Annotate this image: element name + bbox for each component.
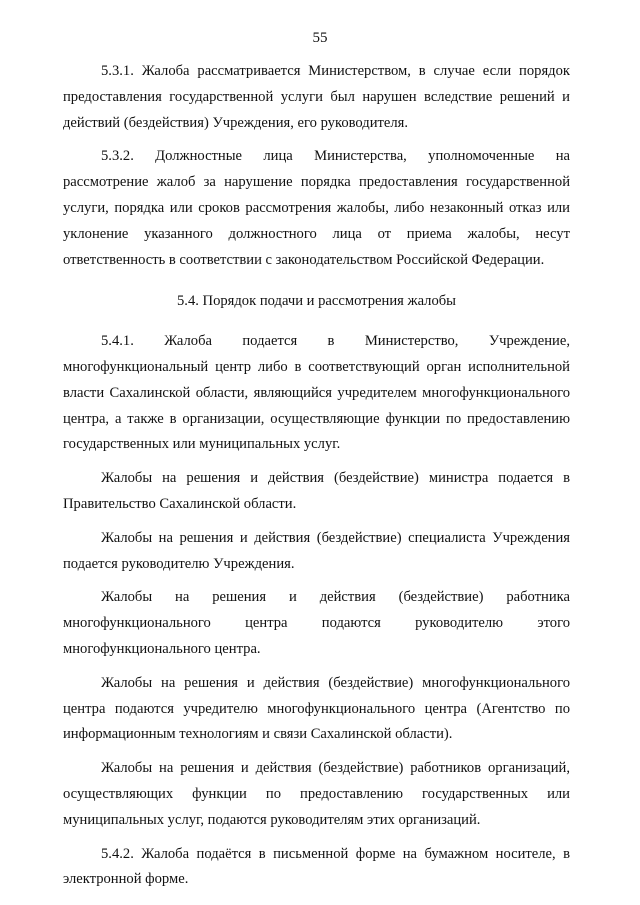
paragraph-complaints-mfc-worker: Жалобы на решения и действия (бездействие) работника многофункционального центра подаются руководителю этого многофункционального центра. (63, 589, 570, 657)
paragraph-5-4-1: 5.4.1. Жалоба подается в Министерство, Учреждение, многофункциональный центр либо в соответствующий орган исполнительной власти Сахалинской области, являющийся учредителем многофункционального центра, а также в организации, осуществляющие функции по предоставлению государственных или муниципальных услуг. (63, 333, 570, 453)
paragraph-complaints-specialist: Жалобы на решения и действия (бездействие) специалиста Учреждения подается руководителю Учреждения. (63, 529, 570, 572)
paragraph-5-3-2: 5.3.2. Должностные лица Министерства, уполномоченные на рассмотрение жалоб за нарушение порядка предоставления государственной услуги, порядка или сроков рассмотрения жалобы, либо незаконный отказ или уклонение указанного должностного лица от приема жалобы, несут ответственность в соответствии с законодательством Российской Федерации. (63, 148, 570, 268)
paragraph-5-3-1: 5.3.1. Жалоба рассматривается Министерством, в случае если порядок предоставления государственной услуги был нарушен вследствие решений и действий (бездействия) Учреждения, его руководителя. (63, 63, 570, 131)
document-body (63, 59, 570, 893)
paragraph-complaints-minister: Жалобы на решения и действия (бездействие) министра подается в Правительство Сахалинской области. (63, 470, 570, 512)
page-number: 55 (312, 30, 328, 46)
section-heading-5-4: 5.4. Порядок подачи и рассмотрения жалобы (177, 293, 456, 310)
paragraph-complaints-mfc: Жалобы на решения и действия (бездействие) многофункционального центра подаются учредителю многофункционального центра (Агентство по информационным технологиям и связи Сахалинской области). (63, 674, 570, 743)
paragraph-5-4-2: 5.4.2. Жалоба подаётся в письменной форме на бумажном носителе, в электронной форме. (63, 845, 570, 888)
paragraph-complaints-organizations: Жалобы на решения и действия (бездействие) работников организаций, осуществляющих функции по предоставлению государственных или муниципальных услуг, подаются руководителям этих организаций. (63, 760, 570, 828)
